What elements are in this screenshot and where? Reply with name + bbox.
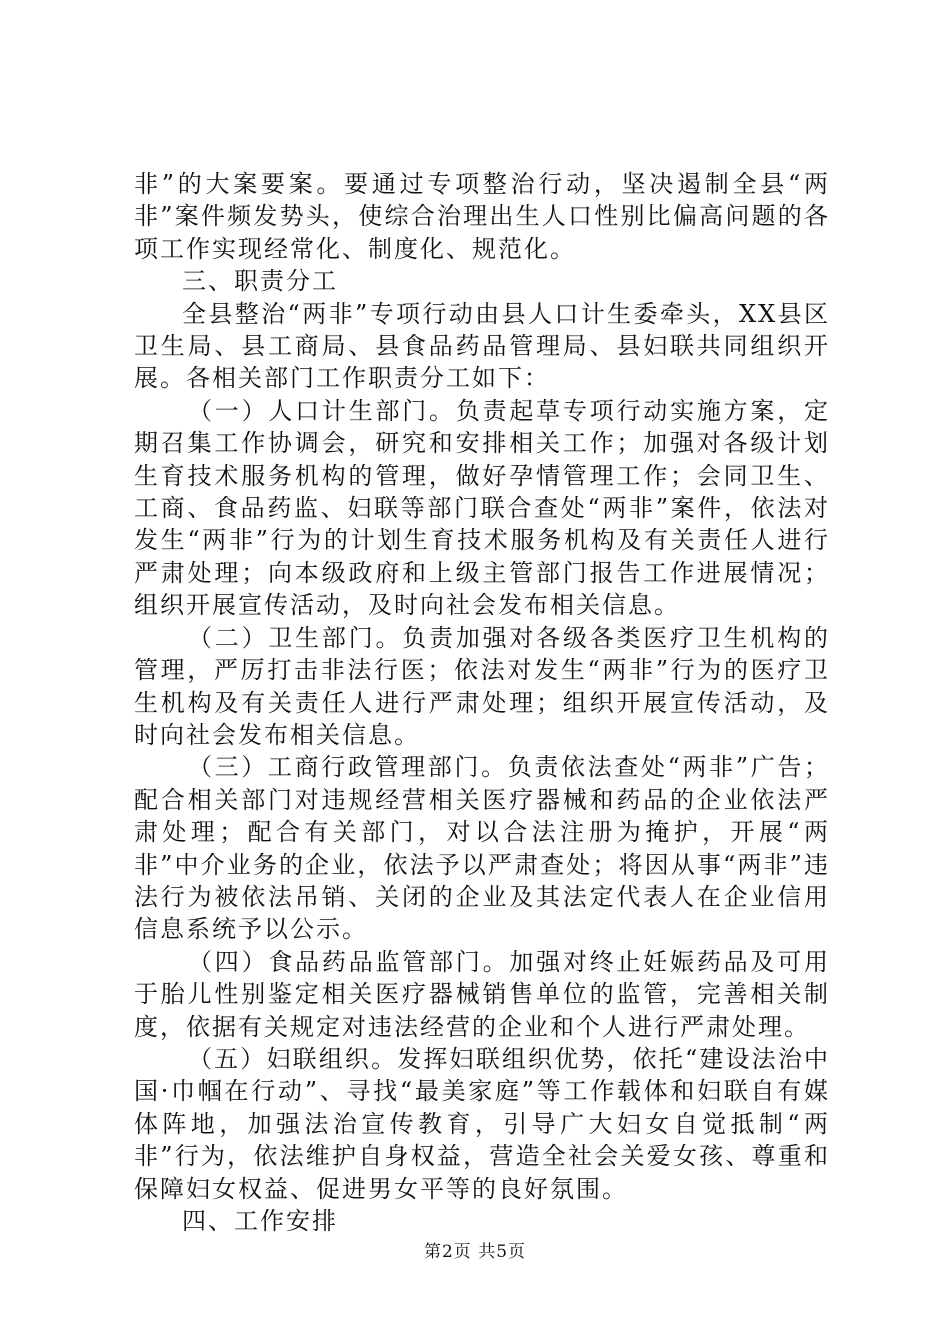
paragraph-item-commerce: （三）工商行政管理部门。负责依法查处“两非”广告；配合相关部门对违规经营相关医疗器械和药品的企业依法严肃处理；配合有关部门，对以合法注册为掩护，开展“两非”中介业务的企业，依法予以严肃查处；将因从事“两非”违法行为被依法吊销、关闭的企业及其法定代表人在企业信用信息系统予以公示。	[134, 753, 830, 944]
section-heading-duties: 三、职责分工	[182, 267, 338, 296]
paragraph-item-health: （二）卫生部门。负责加强对各级各类医疗卫生机构的管理，严厉打击非法行医；依法对发生“两非”行为的医疗卫生机构及有关责任人进行严肃处理；组织开展宣传活动，及时向社会发布相关信息。	[134, 623, 830, 749]
page-number-label: 第2页 共5页	[423, 1242, 527, 1262]
paragraph-item-family-planning: （一）人口计生部门。负责起草专项行动实施方案，定期召集工作协调会，研究和安排相关工作；加强对各级计划生育技术服务机构的管理，做好孕情管理工作；会同卫生、工商、食品药监、妇联等部门联合查处“两非”案件，依法对发生“两非”行为的计划生育技术服务机构及有关责任人进行严肃处理；向本级政府和上级主管部门报告工作进展情况；组织开展宣传活动，及时向社会发布相关信息。	[134, 396, 830, 620]
paragraph-intro: 全县整治“两非”专项行动由县人口计生委牵头，XX县区卫生局、县工商局、县食品药品管理局、县妇联共同组织开展。各相关部门工作职责分工如下：	[134, 299, 830, 393]
paragraph-item-food-drug: （四）食品药品监管部门。加强对终止妊娠药品及可用于胎儿性别鉴定相关医疗器械销售单位的监管，完善相关制度，依据有关规定对违法经营的企业和个人进行严肃处理。	[134, 947, 830, 1041]
document-body	[134, 168, 830, 1237]
paragraph-continuation: 非”的大案要案。要通过专项整治行动，坚决遏制全县“两非”案件频发势头，使综合治理出生人口性别比偏高问题的各项工作实现经常化、制度化、规范化。	[134, 170, 830, 263]
paragraph-item-womens-federation: （五）妇联组织。发挥妇联组织优势，依托“建设法治中国·巾帼在行动”、寻找“最美家庭”等工作载体和妇联自有媒体阵地，加强法治宣传教育，引导广大妇女自觉抵制“两非”行为，依法维护自身权益，营造全社会关爱女孩、尊重和保障妇女权益、促进男女平等的良好氛围。	[134, 1044, 830, 1203]
section-heading-work-arrangement: 四、工作安排	[182, 1207, 338, 1235]
page-footer	[0, 1237, 950, 1262]
